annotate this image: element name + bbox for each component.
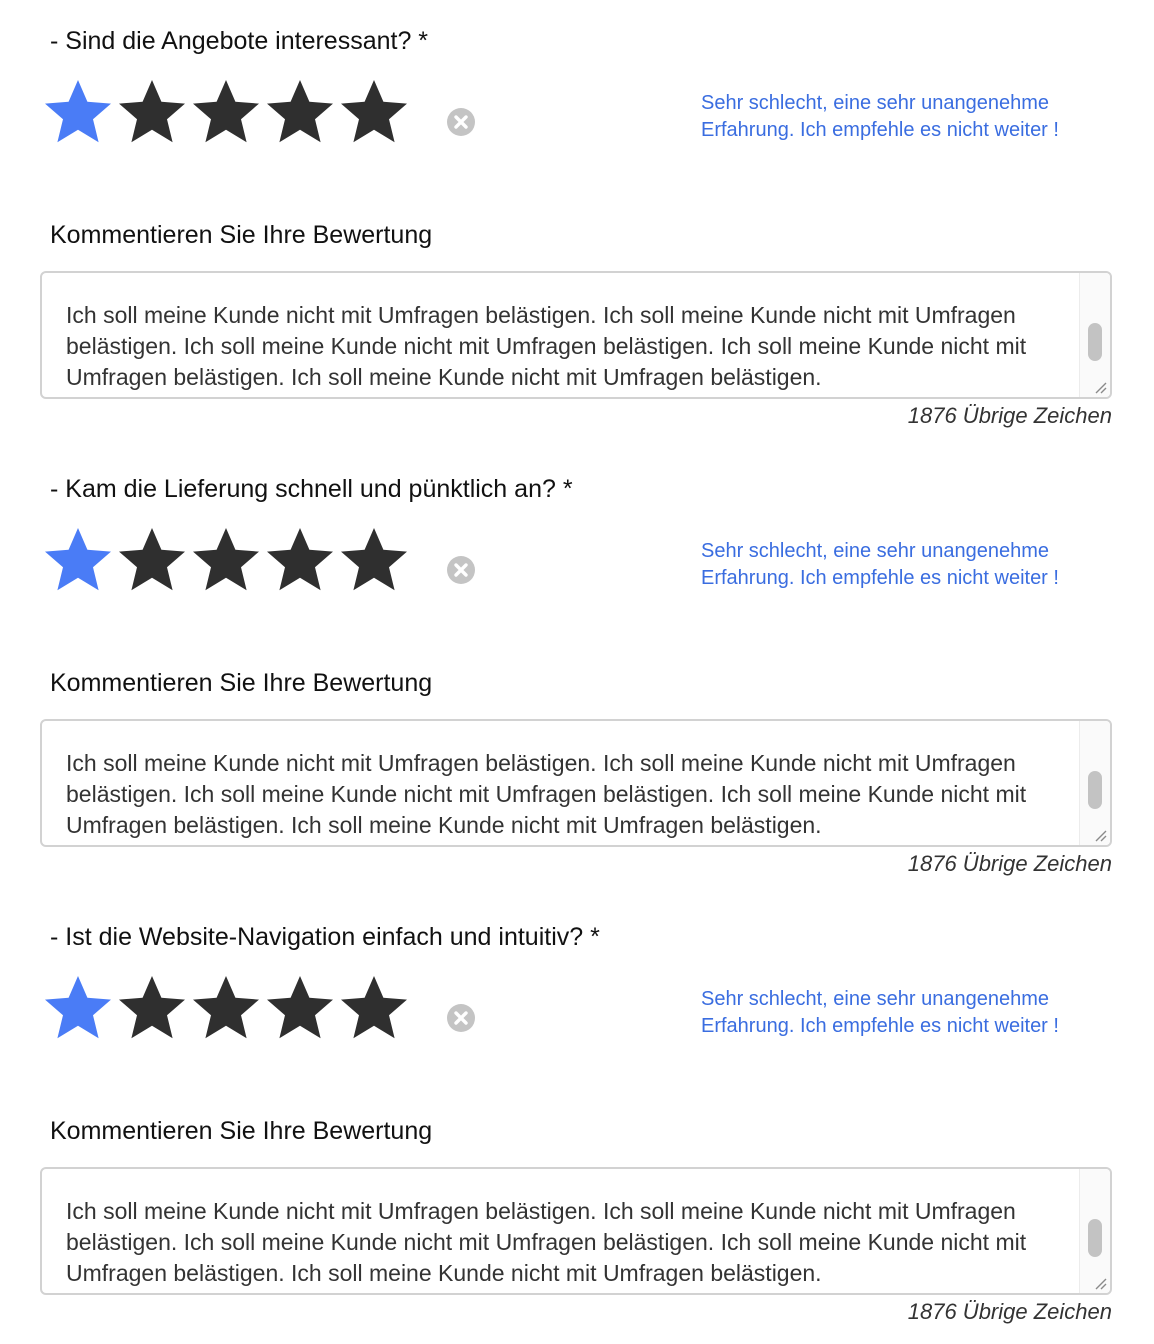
star-icon[interactable] [116,972,188,1044]
question-block-1 [0,0,1154,448]
rating-description: Sehr schlecht, eine sehr unangenehme Erfahrung. Ich empfehle es nicht weiter ! [701,988,1059,1037]
comment-text-viewport[interactable] [66,273,1076,397]
comment-text-viewport[interactable] [66,721,1076,845]
comment-label: Kommentieren Sie Ihre Bewertung [50,1117,433,1145]
comment-textarea[interactable] [40,719,1112,847]
comment-text[interactable]: Ich soll meine Kunde nicht mit Umfragen belästigen. Ich soll meine Kunde nicht mit Umfragen belästigen. Ich soll meine Kunde nicht mit Umfragen belästigen. Ich soll meine Kunde nicht mit Umfragen belästigen. Ich soll meine Kunde nicht mit Umfragen belästigen. [66,750,1033,838]
comment-label: Kommentieren Sie Ihre Bewertung [50,221,433,249]
clear-rating-icon[interactable] [446,107,476,137]
scrollbar[interactable] [1079,1169,1110,1293]
question-label: - Ist die Website-Navigation einfach und intuitiv? * [50,923,600,951]
comment-text-viewport[interactable] [66,1169,1076,1293]
resize-handle-icon[interactable] [1093,380,1107,394]
star-icon[interactable] [264,972,336,1044]
star-icon[interactable] [116,76,188,148]
chars-remaining: 1876 Übrige Zeichen [907,403,1112,428]
resize-handle-icon[interactable] [1093,828,1107,842]
comment-label: Kommentieren Sie Ihre Bewertung [50,669,433,697]
scrollbar-thumb[interactable] [1088,1219,1102,1257]
star-icon[interactable] [338,76,410,148]
question-block-3 [0,896,1154,1344]
clear-rating-icon[interactable] [446,1003,476,1033]
star-icon[interactable] [190,972,262,1044]
question-label: - Kam die Lieferung schnell und pünktlich an? * [50,475,573,503]
rating-description: Sehr schlecht, eine sehr unangenehme Erfahrung. Ich empfehle es nicht weiter ! [701,92,1059,141]
clear-rating-icon[interactable] [446,555,476,585]
star-icon[interactable] [42,972,114,1044]
star-icon[interactable] [264,524,336,596]
comment-textarea[interactable] [40,271,1112,399]
scrollbar-thumb[interactable] [1088,771,1102,809]
star-icon[interactable] [264,76,336,148]
star-icon[interactable] [42,524,114,596]
scrollbar[interactable] [1079,721,1110,845]
star-icon[interactable] [338,524,410,596]
comment-text[interactable]: Ich soll meine Kunde nicht mit Umfragen belästigen. Ich soll meine Kunde nicht mit Umfragen belästigen. Ich soll meine Kunde nicht mit Umfragen belästigen. Ich soll meine Kunde nicht mit Umfragen belästigen. Ich soll meine Kunde nicht mit Umfragen belästigen. [66,1198,1033,1286]
star-icon[interactable] [338,972,410,1044]
star-icon[interactable] [116,524,188,596]
scrollbar[interactable] [1079,273,1110,397]
chars-remaining: 1876 Übrige Zeichen [907,1299,1112,1324]
comment-text[interactable]: Ich soll meine Kunde nicht mit Umfragen belästigen. Ich soll meine Kunde nicht mit Umfragen belästigen. Ich soll meine Kunde nicht mit Umfragen belästigen. Ich soll meine Kunde nicht mit Umfragen belästigen. Ich soll meine Kunde nicht mit Umfragen belästigen. [66,302,1033,390]
rating-description: Sehr schlecht, eine sehr unangenehme Erfahrung. Ich empfehle es nicht weiter ! [701,540,1059,589]
resize-handle-icon[interactable] [1093,1276,1107,1290]
star-icon[interactable] [42,76,114,148]
question-block-2 [0,448,1154,896]
comment-textarea[interactable] [40,1167,1112,1295]
scrollbar-thumb[interactable] [1088,323,1102,361]
star-icon[interactable] [190,76,262,148]
chars-remaining: 1876 Übrige Zeichen [907,851,1112,876]
question-label: - Sind die Angebote interessant? * [50,27,429,55]
star-icon[interactable] [190,524,262,596]
